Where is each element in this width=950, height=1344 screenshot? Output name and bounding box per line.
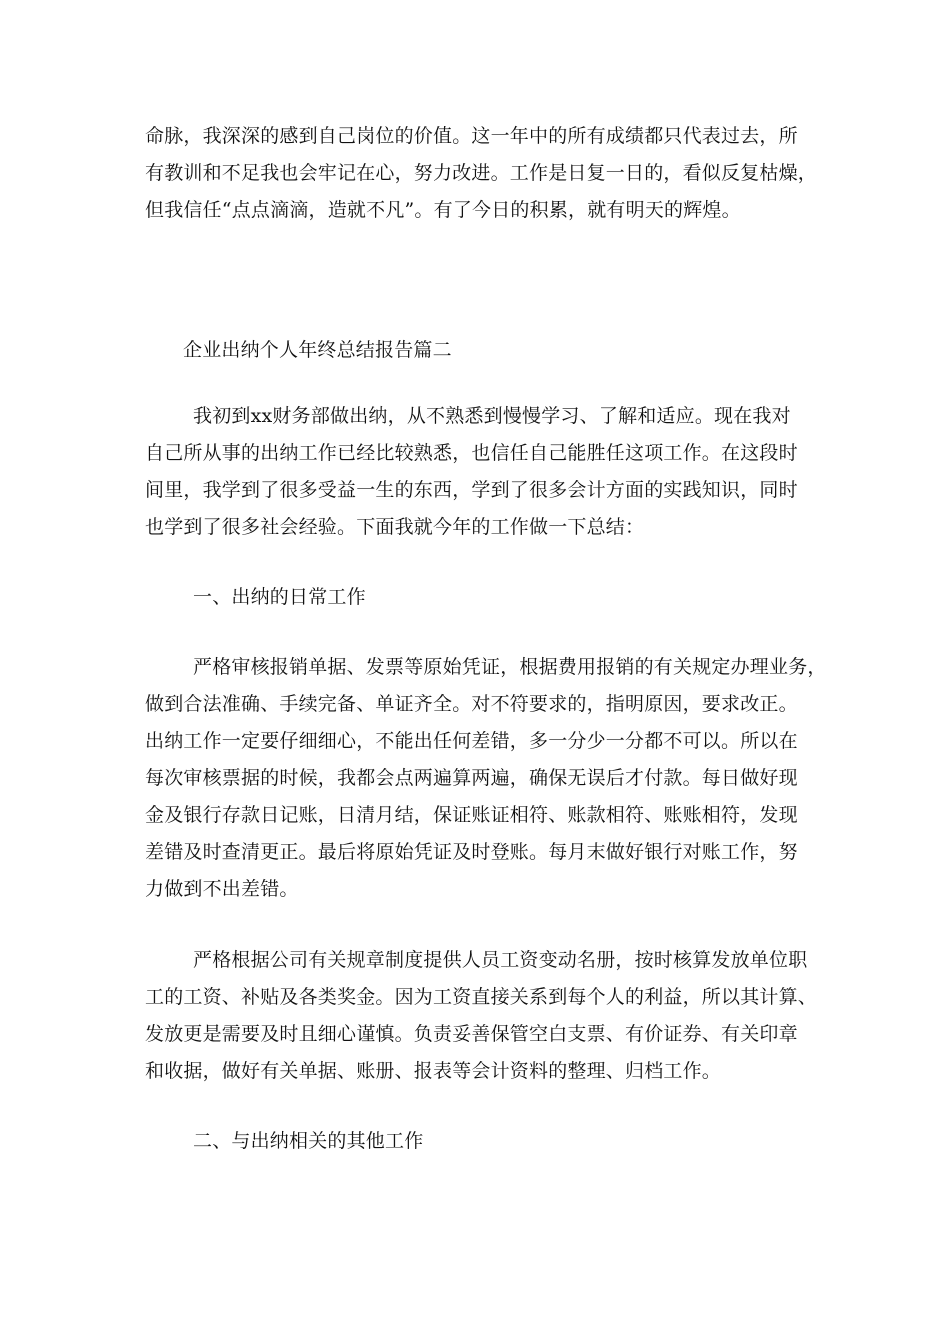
paragraph-2-line-2: 工的工资、补贴及各类奖金。因为工资直接关系到每个人的利益，所以其计算、 <box>145 986 818 1008</box>
paragraph-1-line-7: 力做到不出差错。 <box>145 878 299 900</box>
opening-line-1: 我初到xx财务部做出纳，从不熟悉到慢慢学习、了解和适应。现在我对 <box>193 405 791 427</box>
paragraph-1-line-4: 每次审核票据的时候，我都会点两遍算两遍，确保无误后才付款。每日做好现 <box>145 767 798 789</box>
paragraph-1-line-2: 做到合法准确、手续完备、单证齐全。对不符要求的，指明原因，要求改正。 <box>145 693 798 715</box>
paragraph-1-line-1: 严格审核报销单据、发票等原始凭证，根据费用报销的有关规定办理业务， <box>193 656 827 678</box>
paragraph-2-line-4: 和收据，做好有关单据、账册、报表等会计资料的整理、归档工作。 <box>145 1060 722 1082</box>
paragraph-1-line-3: 出纳工作一定要仔细细心，不能出任何差错，多一分少一分都不可以。所以在 <box>145 730 798 752</box>
paragraph-1-line-6: 差错及时查清更正。最后将原始凭证及时登账。每月末做好银行对账工作，努 <box>145 841 798 863</box>
intro-line-3: 但我信任“点点滴滴，造就不凡”。有了今日的积累，就有明天的辉煌。 <box>145 199 741 221</box>
heading-other-work: 二、与出纳相关的其他工作 <box>193 1130 424 1152</box>
opening-line-2: 自己所从事的出纳工作已经比较熟悉，也信任自己能胜任这项工作。在这段时 <box>145 442 798 464</box>
paragraph-2-line-3: 发放更是需要及时且细心谨慎。负责妥善保管空白支票、有价证券、有关印章 <box>145 1023 798 1045</box>
opening-line-3: 间里，我学到了很多受益一生的东西，学到了很多会计方面的实践知识，同时 <box>145 479 798 501</box>
section-title: 企业出纳个人年终总结报告篇二 <box>183 339 452 361</box>
intro-line-2: 有教训和不足我也会牢记在心，努力改进。工作是日复一日的，看似反复枯燥， <box>145 162 818 184</box>
intro-line-1: 命脉，我深深的感到自己岗位的价值。这一年中的所有成绩都只代表过去，所 <box>145 125 798 147</box>
heading-daily-work: 一、出纳的日常工作 <box>193 586 366 608</box>
paragraph-2-line-1: 严格根据公司有关规章制度提供人员工资变动名册，按时核算发放单位职 <box>193 949 808 971</box>
paragraph-1-line-5: 金及银行存款日记账，日清月结，保证账证相符、账款相符、账账相符，发现 <box>145 804 798 826</box>
opening-line-4: 也学到了很多社会经验。下面我就今年的工作做一下总结： <box>145 516 645 538</box>
